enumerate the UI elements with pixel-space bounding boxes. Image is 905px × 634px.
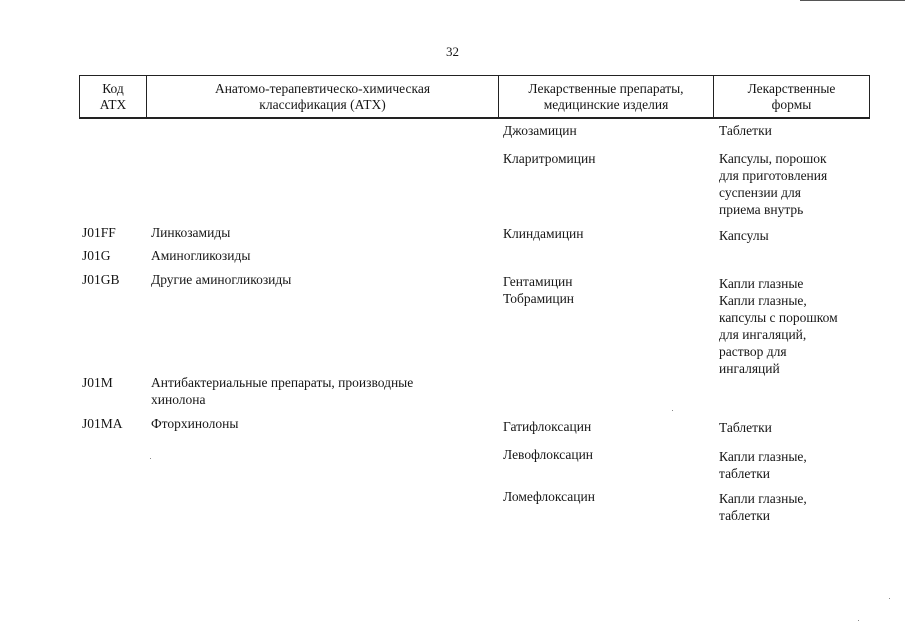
- dosage-form: Капли глазные, капсулы с порошком для ингаляций, раствор для ингаляций: [719, 293, 838, 376]
- dosage-form: Капли глазные, таблетки: [719, 491, 807, 523]
- header-forms: Лекарственные формы: [714, 76, 870, 119]
- dosage-form: Капсулы: [719, 228, 769, 243]
- table-header: [79, 75, 870, 119]
- scan-speck: [150, 458, 151, 459]
- drug-name: Джозамицин: [503, 123, 577, 138]
- atc-code: J01M: [82, 375, 113, 390]
- scan-speck: [858, 620, 859, 621]
- drug-name: Клиндамицин: [503, 226, 584, 241]
- atc-code: J01G: [82, 248, 111, 263]
- atc-code: J01MA: [82, 416, 123, 431]
- drug-name: Гатифлоксацин: [503, 419, 592, 434]
- header-bottom-rule: [79, 117, 869, 118]
- dosage-form: Капли глазные: [719, 276, 804, 291]
- drug-name: Левофлоксацин: [503, 447, 594, 462]
- scan-speck: [889, 598, 890, 599]
- header-classification: Анатомо-терапевтическо-химическая классификация (АТХ): [147, 76, 499, 119]
- drug-name: Тобрамицин: [503, 291, 575, 306]
- page-number: 32: [446, 44, 459, 59]
- atc-code: J01GB: [82, 272, 120, 287]
- atc-classification: Фторхинолоны: [151, 416, 239, 431]
- atc-classification: Аминогликозиды: [151, 248, 251, 263]
- dosage-form: Таблетки: [719, 420, 772, 435]
- dosage-form: Капсулы, порошок для приготовления суспензии для приема внутрь: [719, 151, 828, 217]
- scan-speck: [672, 410, 673, 411]
- drug-name: Кларитромицин: [503, 151, 596, 166]
- dosage-form: Таблетки: [719, 123, 772, 138]
- atc-classification: Антибактериальные препараты, производные хинолона: [151, 375, 414, 407]
- header-drugs: Лекарственные препараты, медицинские изделия: [499, 76, 714, 119]
- header-code: Код АТХ: [80, 76, 147, 119]
- atc-classification: Другие аминогликозиды: [151, 272, 292, 287]
- dosage-form: Капли глазные, таблетки: [719, 449, 807, 481]
- atc-classification: Линкозамиды: [151, 225, 231, 240]
- drug-name: Ломефлоксацин: [503, 489, 595, 504]
- atc-code: J01FF: [82, 225, 116, 240]
- drug-name: Гентамицин: [503, 274, 573, 289]
- top-edge-line: [800, 0, 905, 1]
